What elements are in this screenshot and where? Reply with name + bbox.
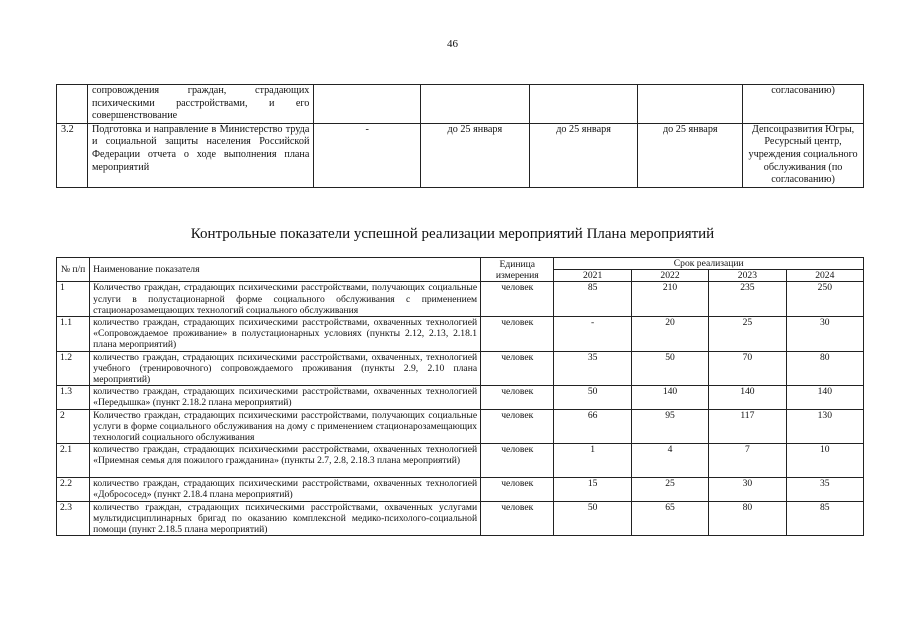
plan-row-col6	[638, 85, 743, 124]
plan-row-col4	[421, 85, 530, 124]
kpi-row-unit: человек	[481, 478, 554, 501]
kpi-row-name: количество граждан, страдающих психическими расстройствами, охваченных, технологией учебного (тренировочного) сопровождаемого проживания (пункты 2.9, 2.10 плана мероприятий)	[90, 351, 481, 386]
plan-row-col6: до 25 января	[638, 123, 743, 187]
kpi-row-unit: человек	[481, 386, 554, 409]
kpi-row-name: количество граждан, страдающих психическими расстройствами, охваченных технологией «Добрососед» (пункт 2.18.4 плана мероприятий)	[90, 478, 481, 501]
kpi-row-value-2021: 1	[554, 444, 631, 478]
top-plan-table	[56, 84, 864, 188]
kpi-row-value-2024: 30	[786, 317, 863, 352]
plan-row-col5: до 25 января	[529, 123, 638, 187]
section-title: Контрольные показатели успешной реализации мероприятий Плана мероприятий	[190, 226, 715, 242]
kpi-row-value-2022: 140	[631, 386, 708, 409]
kpi-row-value-2024: 130	[786, 409, 863, 444]
header-year: 2023	[709, 270, 786, 282]
kpi-row-unit: человек	[481, 501, 554, 536]
top-plan-table-body	[57, 85, 864, 188]
kpi-row	[57, 501, 864, 536]
header-num: № п/п	[57, 258, 90, 282]
kpi-row	[57, 478, 864, 501]
header-year: 2024	[786, 270, 863, 282]
kpi-row-value-2021: 85	[554, 282, 631, 317]
kpi-row-value-2021: 35	[554, 351, 631, 386]
kpi-row-unit: человек	[481, 282, 554, 317]
kpi-row	[57, 282, 864, 317]
plan-row-col5	[529, 85, 638, 124]
kpi-row-value-2024: 35	[786, 478, 863, 501]
kpi-row-name: количество граждан, страдающих психическими расстройствами, охваченных технологией «Передышка» (пункт 2.18.2 плана мероприятий)	[90, 386, 481, 409]
kpi-row-value-2023: 117	[709, 409, 786, 444]
kpi-row-value-2022: 65	[631, 501, 708, 536]
plan-row-responsible: Депсоцразвития Югры, Ресурсный центр, учреждения социального обслуживания (по согласованию)	[743, 123, 864, 187]
kpi-row-num: 1.1	[57, 317, 90, 352]
kpi-row-num: 1.2	[57, 351, 90, 386]
kpi-row-unit: человек	[481, 444, 554, 478]
kpi-row-value-2023: 25	[709, 317, 786, 352]
plan-row-num	[57, 85, 88, 124]
kpi-row	[57, 317, 864, 352]
kpi-row	[57, 351, 864, 386]
kpi-row-value-2023: 140	[709, 386, 786, 409]
kpi-row-value-2024: 250	[786, 282, 863, 317]
kpi-row-value-2021: 50	[554, 386, 631, 409]
kpi-row-value-2022: 25	[631, 478, 708, 501]
kpi-row-num: 1	[57, 282, 90, 317]
header-unit: Единица измерения	[481, 258, 554, 282]
kpi-row-name: количество граждан, страдающих психическими расстройствами, охваченных услугами мультидисциплинарных бригад по оказанию комплексной медико-психолого-социальной помощи (пункт 2.18.5 плана мероприятий)	[90, 501, 481, 536]
header-period: Срок реализации	[554, 258, 864, 270]
header-name: Наименование показателя	[90, 258, 481, 282]
kpi-row-num: 2.2	[57, 478, 90, 501]
kpi-row	[57, 409, 864, 444]
kpi-row-value-2023: 80	[709, 501, 786, 536]
plan-row-col4: до 25 января	[421, 123, 530, 187]
plan-row-col3	[314, 85, 421, 124]
plan-row	[57, 123, 864, 187]
kpi-row-value-2024: 140	[786, 386, 863, 409]
kpi-row-num: 1.3	[57, 386, 90, 409]
kpi-row-value-2024: 85	[786, 501, 863, 536]
kpi-row-unit: человек	[481, 317, 554, 352]
kpi-row-num: 2.3	[57, 501, 90, 536]
kpi-table-body	[57, 282, 864, 536]
kpi-row-unit: человек	[481, 409, 554, 444]
kpi-row-name: Количество граждан, страдающих психическими расстройствами, получающих социальные услуги в полустационарной форме социального обслуживания с применением стационарозамещающих технологий социального обслуживания	[90, 282, 481, 317]
kpi-row-name: Количество граждан, страдающих психическими расстройствами, получающих социальные услуги в форме социального обслуживания на дому с применением стационарозамещающих технологий социального обслуживания	[90, 409, 481, 444]
kpi-row-num: 2.1	[57, 444, 90, 478]
kpi-row-value-2024: 80	[786, 351, 863, 386]
kpi-row-value-2023: 7	[709, 444, 786, 478]
header-year: 2021	[554, 270, 631, 282]
kpi-row-name: количество граждан, страдающих психическими расстройствами, охваченных технологией «Приемная семья для пожилого гражданина» (пункты 2.7, 2.8, 2.18.3 плана мероприятий)	[90, 444, 481, 478]
kpi-row-value-2021: 15	[554, 478, 631, 501]
page-number: 46	[447, 38, 458, 50]
kpi-row-value-2022: 20	[631, 317, 708, 352]
kpi-table-head	[57, 258, 864, 282]
plan-row-text: сопровождения граждан, страдающих психическими расстройствами, и его совершенствование	[87, 85, 313, 124]
plan-row-col3: -	[314, 123, 421, 187]
kpi-row-value-2022: 210	[631, 282, 708, 317]
kpi-row-value-2021: -	[554, 317, 631, 352]
kpi-row-value-2023: 30	[709, 478, 786, 501]
kpi-row-value-2022: 95	[631, 409, 708, 444]
kpi-table	[56, 257, 864, 536]
kpi-row-value-2022: 4	[631, 444, 708, 478]
kpi-row	[57, 444, 864, 478]
plan-row-responsible: согласованию)	[743, 85, 864, 124]
kpi-row-value-2022: 50	[631, 351, 708, 386]
kpi-row-value-2021: 66	[554, 409, 631, 444]
plan-row-text: Подготовка и направление в Министерство труда и социальной защиты населения Российской Федерации отчета о ходе выполнения плана мероприятий	[87, 123, 313, 187]
kpi-row-value-2024: 10	[786, 444, 863, 478]
header-year: 2022	[631, 270, 708, 282]
plan-row-num: 3.2	[57, 123, 88, 187]
kpi-row	[57, 386, 864, 409]
kpi-row-value-2023: 235	[709, 282, 786, 317]
kpi-row-value-2023: 70	[709, 351, 786, 386]
kpi-row-num: 2	[57, 409, 90, 444]
kpi-row-name: количество граждан, страдающих психическими расстройствами, охваченных технологией «Сопровождаемое проживание» в полустационарных условиях (пункты 2.12, 2.13, 2.18.1 плана мероприятий)	[90, 317, 481, 352]
kpi-row-value-2021: 50	[554, 501, 631, 536]
kpi-row-unit: человек	[481, 351, 554, 386]
plan-row	[57, 85, 864, 124]
